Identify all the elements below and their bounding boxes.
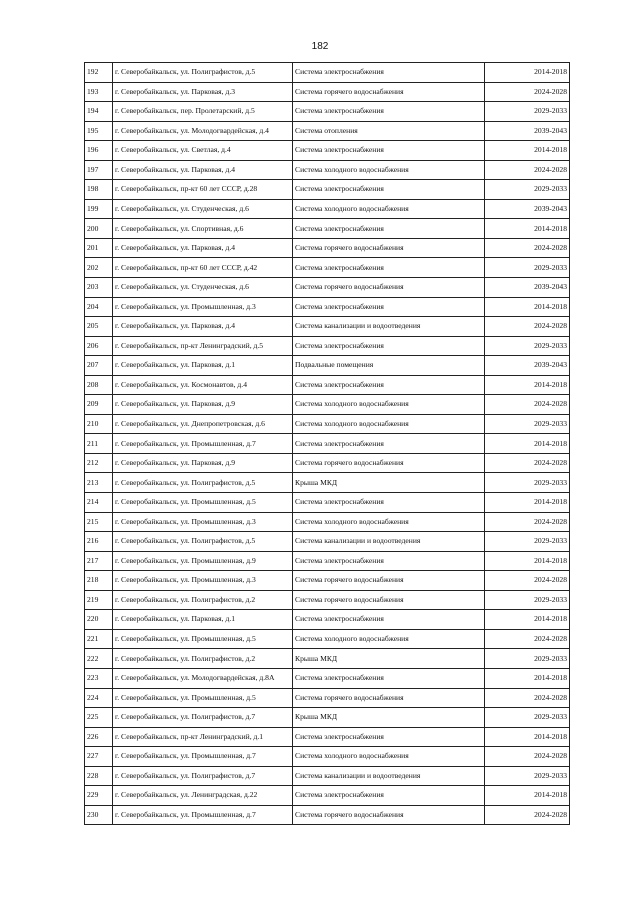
table-row: [85, 219, 570, 239]
table-row: [85, 551, 570, 571]
address-cell: г. Северобайкальск, ул. Промышленная, д.3: [113, 512, 293, 532]
repair-schedule-table: [84, 62, 570, 825]
row-number: 197: [85, 160, 113, 180]
address-cell: г. Северобайкальск, ул. Космонавтов, д.4: [113, 375, 293, 395]
system-cell: Система горячего водоснабжения: [293, 805, 485, 825]
system-cell: Система электроснабжения: [293, 668, 485, 688]
table-row: [85, 786, 570, 806]
row-number: 216: [85, 532, 113, 552]
period-cell: 2039-2043: [485, 199, 570, 219]
system-cell: Система холодного водоснабжения: [293, 512, 485, 532]
address-cell: г. Северобайкальск, ул. Полиграфистов, д.5: [113, 532, 293, 552]
system-cell: Система холодного водоснабжения: [293, 199, 485, 219]
system-cell: Система электроснабжения: [293, 297, 485, 317]
table-row: [85, 258, 570, 278]
table-row: [85, 278, 570, 298]
row-number: 217: [85, 551, 113, 571]
system-cell: Система горячего водоснабжения: [293, 278, 485, 298]
period-cell: 2024-2028: [485, 629, 570, 649]
address-cell: г. Северобайкальск, ул. Парковая, д.4: [113, 160, 293, 180]
system-cell: Система горячего водоснабжения: [293, 688, 485, 708]
table-row: [85, 180, 570, 200]
system-cell: Система электроснабжения: [293, 258, 485, 278]
address-cell: г. Северобайкальск, ул. Промышленная, д.7: [113, 434, 293, 454]
period-cell: 2014-2018: [485, 219, 570, 239]
system-cell: Крыша МКД: [293, 473, 485, 493]
table-row: [85, 199, 570, 219]
address-cell: г. Северобайкальск, ул. Промышленная, д.5: [113, 688, 293, 708]
table-row: [85, 727, 570, 747]
table-row: [85, 375, 570, 395]
system-cell: Система холодного водоснабжения: [293, 160, 485, 180]
system-cell: Система электроснабжения: [293, 551, 485, 571]
period-cell: 2014-2018: [485, 63, 570, 83]
system-cell: Система холодного водоснабжения: [293, 747, 485, 767]
period-cell: 2014-2018: [485, 786, 570, 806]
period-cell: 2029-2033: [485, 532, 570, 552]
row-number: 229: [85, 786, 113, 806]
row-number: 209: [85, 395, 113, 415]
address-cell: г. Северобайкальск, ул. Днепропетровская, д.6: [113, 414, 293, 434]
row-number: 200: [85, 219, 113, 239]
system-cell: Система горячего водоснабжения: [293, 238, 485, 258]
address-cell: г. Северобайкальск, ул. Полиграфистов, д.7: [113, 708, 293, 728]
table-row: [85, 160, 570, 180]
system-cell: Система электроснабжения: [293, 219, 485, 239]
row-number: 207: [85, 356, 113, 376]
period-cell: 2024-2028: [485, 747, 570, 767]
row-number: 212: [85, 453, 113, 473]
row-number: 193: [85, 82, 113, 102]
period-cell: 2014-2018: [485, 727, 570, 747]
period-cell: 2029-2033: [485, 649, 570, 669]
table-row: [85, 336, 570, 356]
address-cell: г. Северобайкальск, ул. Полиграфистов, д.2: [113, 590, 293, 610]
table-row: [85, 473, 570, 493]
address-cell: г. Северобайкальск, ул. Светлая, д.4: [113, 141, 293, 161]
system-cell: Крыша МКД: [293, 649, 485, 669]
table-row: [85, 102, 570, 122]
system-cell: Система электроснабжения: [293, 493, 485, 513]
period-cell: 2024-2028: [485, 453, 570, 473]
system-cell: Крыша МКД: [293, 708, 485, 728]
period-cell: 2014-2018: [485, 297, 570, 317]
system-cell: Система электроснабжения: [293, 727, 485, 747]
system-cell: Система электроснабжения: [293, 63, 485, 83]
system-cell: Система горячего водоснабжения: [293, 590, 485, 610]
table-row: [85, 610, 570, 630]
address-cell: г. Северобайкальск, ул. Полиграфистов, д.5: [113, 63, 293, 83]
address-cell: г. Северобайкальск, ул. Полиграфистов, д.5: [113, 473, 293, 493]
table-row: [85, 512, 570, 532]
table-row: [85, 297, 570, 317]
system-cell: Система электроснабжения: [293, 375, 485, 395]
row-number: 221: [85, 629, 113, 649]
address-cell: г. Северобайкальск, пр-кт Ленинградский, д.1: [113, 727, 293, 747]
table-row: [85, 571, 570, 591]
row-number: 203: [85, 278, 113, 298]
row-number: 204: [85, 297, 113, 317]
row-number: 198: [85, 180, 113, 200]
period-cell: 2014-2018: [485, 551, 570, 571]
row-number: 214: [85, 493, 113, 513]
system-cell: Система холодного водоснабжения: [293, 414, 485, 434]
table-row: [85, 82, 570, 102]
period-cell: 2024-2028: [485, 395, 570, 415]
system-cell: Система электроснабжения: [293, 141, 485, 161]
table-row: [85, 708, 570, 728]
table-row: [85, 434, 570, 454]
period-cell: 2014-2018: [485, 434, 570, 454]
row-number: 196: [85, 141, 113, 161]
address-cell: г. Северобайкальск, ул. Промышленная, д.9: [113, 551, 293, 571]
period-cell: 2024-2028: [485, 512, 570, 532]
system-cell: Система канализации и водоотведения: [293, 532, 485, 552]
period-cell: 2024-2028: [485, 805, 570, 825]
row-number: 199: [85, 199, 113, 219]
table-row: [85, 493, 570, 513]
table-row: [85, 121, 570, 141]
system-cell: Система электроснабжения: [293, 336, 485, 356]
address-cell: г. Северобайкальск, ул. Парковая, д.3: [113, 82, 293, 102]
period-cell: 2029-2033: [485, 473, 570, 493]
period-cell: 2014-2018: [485, 610, 570, 630]
table-row: [85, 63, 570, 83]
row-number: 202: [85, 258, 113, 278]
address-cell: г. Северобайкальск, ул. Парковая, д.9: [113, 453, 293, 473]
address-cell: г. Северобайкальск, ул. Полиграфистов, д.2: [113, 649, 293, 669]
row-number: 210: [85, 414, 113, 434]
period-cell: 2024-2028: [485, 160, 570, 180]
system-cell: Система холодного водоснабжения: [293, 395, 485, 415]
period-cell: 2029-2033: [485, 590, 570, 610]
row-number: 224: [85, 688, 113, 708]
period-cell: 2024-2028: [485, 688, 570, 708]
system-cell: Подвальные помещения: [293, 356, 485, 376]
period-cell: 2024-2028: [485, 82, 570, 102]
row-number: 194: [85, 102, 113, 122]
system-cell: Система горячего водоснабжения: [293, 571, 485, 591]
row-number: 226: [85, 727, 113, 747]
period-cell: 2029-2033: [485, 336, 570, 356]
period-cell: 2024-2028: [485, 317, 570, 337]
row-number: 218: [85, 571, 113, 591]
address-cell: г. Северобайкальск, ул. Студенческая, д.6: [113, 278, 293, 298]
row-number: 223: [85, 668, 113, 688]
row-number: 211: [85, 434, 113, 454]
table-row: [85, 395, 570, 415]
row-number: 219: [85, 590, 113, 610]
table-body: [85, 63, 570, 825]
address-cell: г. Северобайкальск, ул. Спортивная, д.6: [113, 219, 293, 239]
system-cell: Система отопления: [293, 121, 485, 141]
table-row: [85, 629, 570, 649]
row-number: 230: [85, 805, 113, 825]
table-row: [85, 805, 570, 825]
period-cell: 2024-2028: [485, 571, 570, 591]
table-row: [85, 453, 570, 473]
address-cell: г. Северобайкальск, ул. Полиграфистов, д.7: [113, 766, 293, 786]
system-cell: Система холодного водоснабжения: [293, 629, 485, 649]
table-row: [85, 414, 570, 434]
table-row: [85, 747, 570, 767]
system-cell: Система электроснабжения: [293, 102, 485, 122]
address-cell: г. Северобайкальск, ул. Промышленная, д.5: [113, 629, 293, 649]
system-cell: Система горячего водоснабжения: [293, 453, 485, 473]
row-number: 192: [85, 63, 113, 83]
period-cell: 2029-2033: [485, 102, 570, 122]
system-cell: Система электроснабжения: [293, 786, 485, 806]
address-cell: г. Северобайкальск, ул. Парковая, д.9: [113, 395, 293, 415]
address-cell: г. Северобайкальск, ул. Промышленная, д.3: [113, 297, 293, 317]
table-row: [85, 356, 570, 376]
address-cell: г. Северобайкальск, ул. Парковая, д.1: [113, 610, 293, 630]
row-number: 227: [85, 747, 113, 767]
period-cell: 2014-2018: [485, 493, 570, 513]
row-number: 213: [85, 473, 113, 493]
period-cell: 2029-2033: [485, 766, 570, 786]
period-cell: 2039-2043: [485, 278, 570, 298]
row-number: 220: [85, 610, 113, 630]
row-number: 195: [85, 121, 113, 141]
address-cell: г. Северобайкальск, пр-кт Ленинградский, д.5: [113, 336, 293, 356]
address-cell: г. Северобайкальск, ул. Парковая, д.1: [113, 356, 293, 376]
address-cell: г. Северобайкальск, пр-кт 60 лет СССР, д.28: [113, 180, 293, 200]
system-cell: Система электроснабжения: [293, 434, 485, 454]
table-row: [85, 590, 570, 610]
address-cell: г. Северобайкальск, ул. Студенческая, д.6: [113, 199, 293, 219]
row-number: 228: [85, 766, 113, 786]
table-row: [85, 317, 570, 337]
period-cell: 2029-2033: [485, 708, 570, 728]
row-number: 215: [85, 512, 113, 532]
row-number: 208: [85, 375, 113, 395]
table-row: [85, 238, 570, 258]
address-cell: г. Северобайкальск, ул. Промышленная, д.3: [113, 571, 293, 591]
row-number: 222: [85, 649, 113, 669]
period-cell: 2014-2018: [485, 375, 570, 395]
period-cell: 2024-2028: [485, 238, 570, 258]
table-row: [85, 532, 570, 552]
address-cell: г. Северобайкальск, пер. Пролетарский, д.5: [113, 102, 293, 122]
period-cell: 2039-2043: [485, 121, 570, 141]
address-cell: г. Северобайкальск, пр-кт 60 лет СССР, д.42: [113, 258, 293, 278]
system-cell: Система канализации и водоотведения: [293, 317, 485, 337]
table-row: [85, 766, 570, 786]
address-cell: г. Северобайкальск, ул. Парковая, д.4: [113, 238, 293, 258]
address-cell: г. Северобайкальск, ул. Промышленная, д.7: [113, 747, 293, 767]
period-cell: 2014-2018: [485, 668, 570, 688]
page-number: 182: [311, 41, 329, 52]
system-cell: Система горячего водоснабжения: [293, 82, 485, 102]
system-cell: Система электроснабжения: [293, 610, 485, 630]
address-cell: г. Северобайкальск, ул. Ленинградская, д.22: [113, 786, 293, 806]
row-number: 201: [85, 238, 113, 258]
address-cell: г. Северобайкальск, ул. Молодогвардейская, д.8А: [113, 668, 293, 688]
table-row: [85, 141, 570, 161]
period-cell: 2029-2033: [485, 414, 570, 434]
period-cell: 2029-2033: [485, 180, 570, 200]
table-row: [85, 649, 570, 669]
system-cell: Система канализации и водоотведения: [293, 766, 485, 786]
address-cell: г. Северобайкальск, ул. Промышленная, д.5: [113, 493, 293, 513]
system-cell: Система электроснабжения: [293, 180, 485, 200]
table-row: [85, 668, 570, 688]
table-row: [85, 688, 570, 708]
period-cell: 2039-2043: [485, 356, 570, 376]
period-cell: 2014-2018: [485, 141, 570, 161]
address-cell: г. Северобайкальск, ул. Молодогвардейская, д.4: [113, 121, 293, 141]
row-number: 205: [85, 317, 113, 337]
address-cell: г. Северобайкальск, ул. Промышленная, д.7: [113, 805, 293, 825]
address-cell: г. Северобайкальск, ул. Парковая, д.4: [113, 317, 293, 337]
row-number: 206: [85, 336, 113, 356]
row-number: 225: [85, 708, 113, 728]
period-cell: 2029-2033: [485, 258, 570, 278]
